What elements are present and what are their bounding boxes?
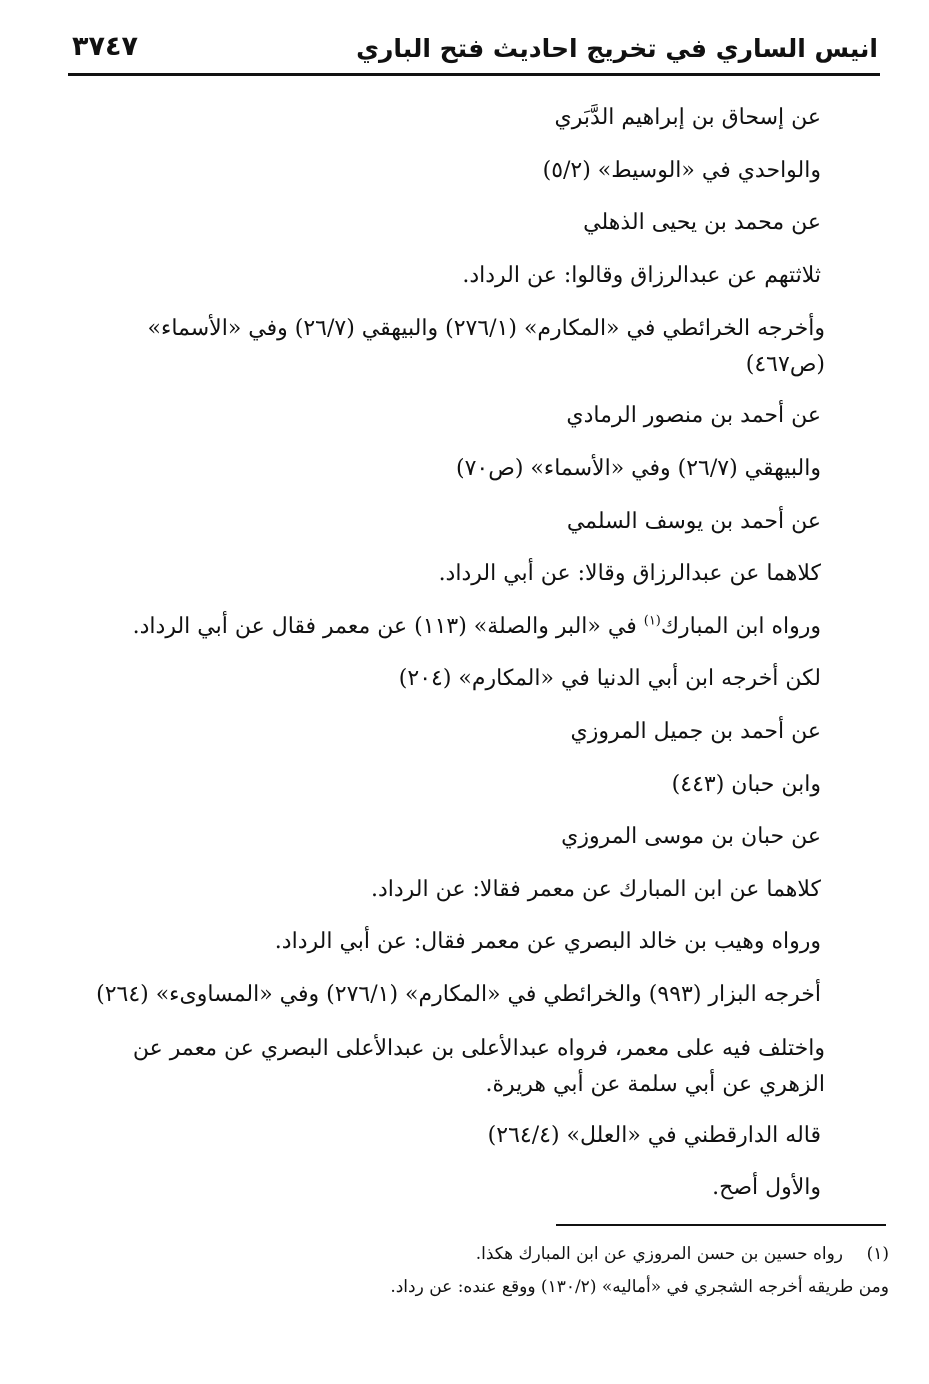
text-line: عن أحمد بن جميل المروزي	[570, 718, 821, 744]
footnote-reference: (١)	[643, 613, 661, 629]
footnote-line	[49, 1271, 889, 1304]
text-line: لكن أخرجه ابن أبي الدنيا في «المكارم» (٢٠٤)	[398, 666, 821, 692]
text-line: عن أحمد بن يوسف السلمي	[566, 508, 821, 534]
text-line: كلاهما عن عبدالرزاق وقالا: عن أبي الرداد.	[438, 561, 821, 587]
text-line: ثلاثتهم عن عبدالرزاق وقالوا: عن الرداد.	[462, 262, 821, 288]
text-segment: ورواه ابن المبارك	[660, 613, 821, 639]
footnote-text: ومن طريقه أخرجه الشجري في «أماليه» (١٣٠/٢) ووقع عنده: عن رداد.	[390, 1277, 889, 1297]
text-line: والواحدي في «الوسيط» (٥/٢)	[542, 157, 821, 183]
footnotes	[49, 1238, 889, 1304]
book-title: انيس الساري في تخريج احاديث فتح الباري	[356, 34, 878, 63]
footnote-divider	[556, 1224, 886, 1226]
header-divider	[68, 73, 880, 76]
text-line: عن حبان بن موسى المروزي	[561, 824, 821, 850]
text-line: واختلف فيه على معمر، فرواه عبدالأعلى بن عبدالأعلى البصري عن معمر عن	[132, 1035, 825, 1061]
text-line: كلاهما عن ابن المبارك عن معمر فقالا: عن الرداد.	[370, 876, 821, 902]
text-line: وأخرجه الخرائطي في «المكارم» (٢٧٦/١) والبيهقي (٢٦/٧) وفي «الأسماء»	[147, 316, 825, 342]
footnote-line	[49, 1238, 889, 1271]
text-line: والبيهقي (٢٦/٧) وفي «الأسماء» (ص٧٠)	[455, 455, 821, 481]
running-header	[68, 26, 880, 76]
text-line	[61, 601, 821, 654]
text-line: عن إسحاق بن إبراهيم الدَّبَري	[554, 105, 821, 130]
footnote-text: رواه حسين بن حسن المروزي عن ابن المبارك هكذا.	[475, 1244, 843, 1264]
page-number: ٣٧٤٧	[72, 31, 138, 62]
text-line: ورواه وهيب بن خالد البصري عن معمر فقال: عن أبي الرداد.	[274, 929, 821, 955]
text-line: الزهري عن أبي سلمة عن أبي هريرة.	[485, 1071, 825, 1097]
text-line: قاله الدارقطني في «العلل» (٢٦٤/٤)	[487, 1122, 821, 1148]
footnote-marker: (١)	[866, 1244, 889, 1264]
text-paragraph	[21, 1022, 825, 1110]
text-paragraph	[21, 302, 825, 390]
text-segment: في «البر والصلة» (١١٣) عن معمر فقال عن أبي الرداد.	[132, 613, 644, 639]
text-line: (ص٤٦٧)	[745, 352, 825, 378]
text-line: عن محمد بن يحيى الذهلي	[583, 210, 821, 236]
text-line: وابن حبان (٤٤٣)	[671, 771, 821, 797]
text-line: عن أحمد بن منصور الرمادي	[566, 403, 821, 429]
text-line: والأول أصح.	[712, 1175, 821, 1201]
text-line: أخرجه البزار (٩٩٣) والخرائطي في «المكارم» (٢٧٦/١) وفي «المساوىء» (٢٦٤)	[96, 981, 821, 1007]
main-text	[61, 92, 825, 1215]
